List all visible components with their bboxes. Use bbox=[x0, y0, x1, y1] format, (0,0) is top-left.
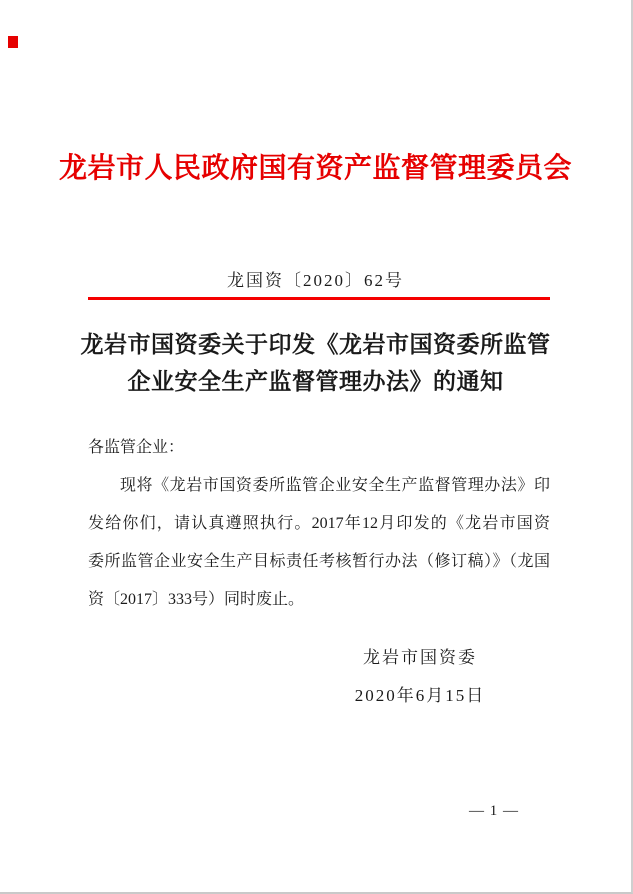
notice-title-line-2: 企业安全生产监督管理办法》的通知 bbox=[127, 369, 504, 394]
signature-block bbox=[210, 639, 630, 715]
document-number: 龙国资〔2020〕62号 bbox=[227, 271, 404, 290]
page-number: — 1 — bbox=[469, 803, 519, 819]
notice-title bbox=[0, 326, 631, 400]
body-line-2: 发给你们，请认真遵照执行。2017年12月印发的《龙岩市国资 bbox=[88, 515, 550, 532]
signing-date: 2020年6月15日 bbox=[354, 686, 486, 705]
scan-artifact-red-mark bbox=[8, 36, 18, 48]
notice-title-line-1: 龙岩市国资委关于印发《龙岩市国资委所监管 bbox=[80, 332, 551, 357]
body-line-3: 委所监管企业安全生产目标责任考核暂行办法（修订稿）》（龙国 bbox=[88, 553, 550, 570]
letterhead-org-name: 龙岩市人民政府国有资产监督管理委员会 bbox=[58, 153, 572, 184]
signing-org: 龙岩市国资委 bbox=[363, 648, 477, 667]
body-line-4: 资〔2017〕333号）同时废止。 bbox=[88, 591, 305, 608]
body-line-1: 现将《龙岩市国资委所监管企业安全生产监督管理办法》印 bbox=[120, 477, 550, 494]
salutation: 各监管企业： bbox=[88, 439, 185, 456]
notice-body bbox=[88, 429, 550, 619]
red-divider-line bbox=[88, 297, 550, 300]
